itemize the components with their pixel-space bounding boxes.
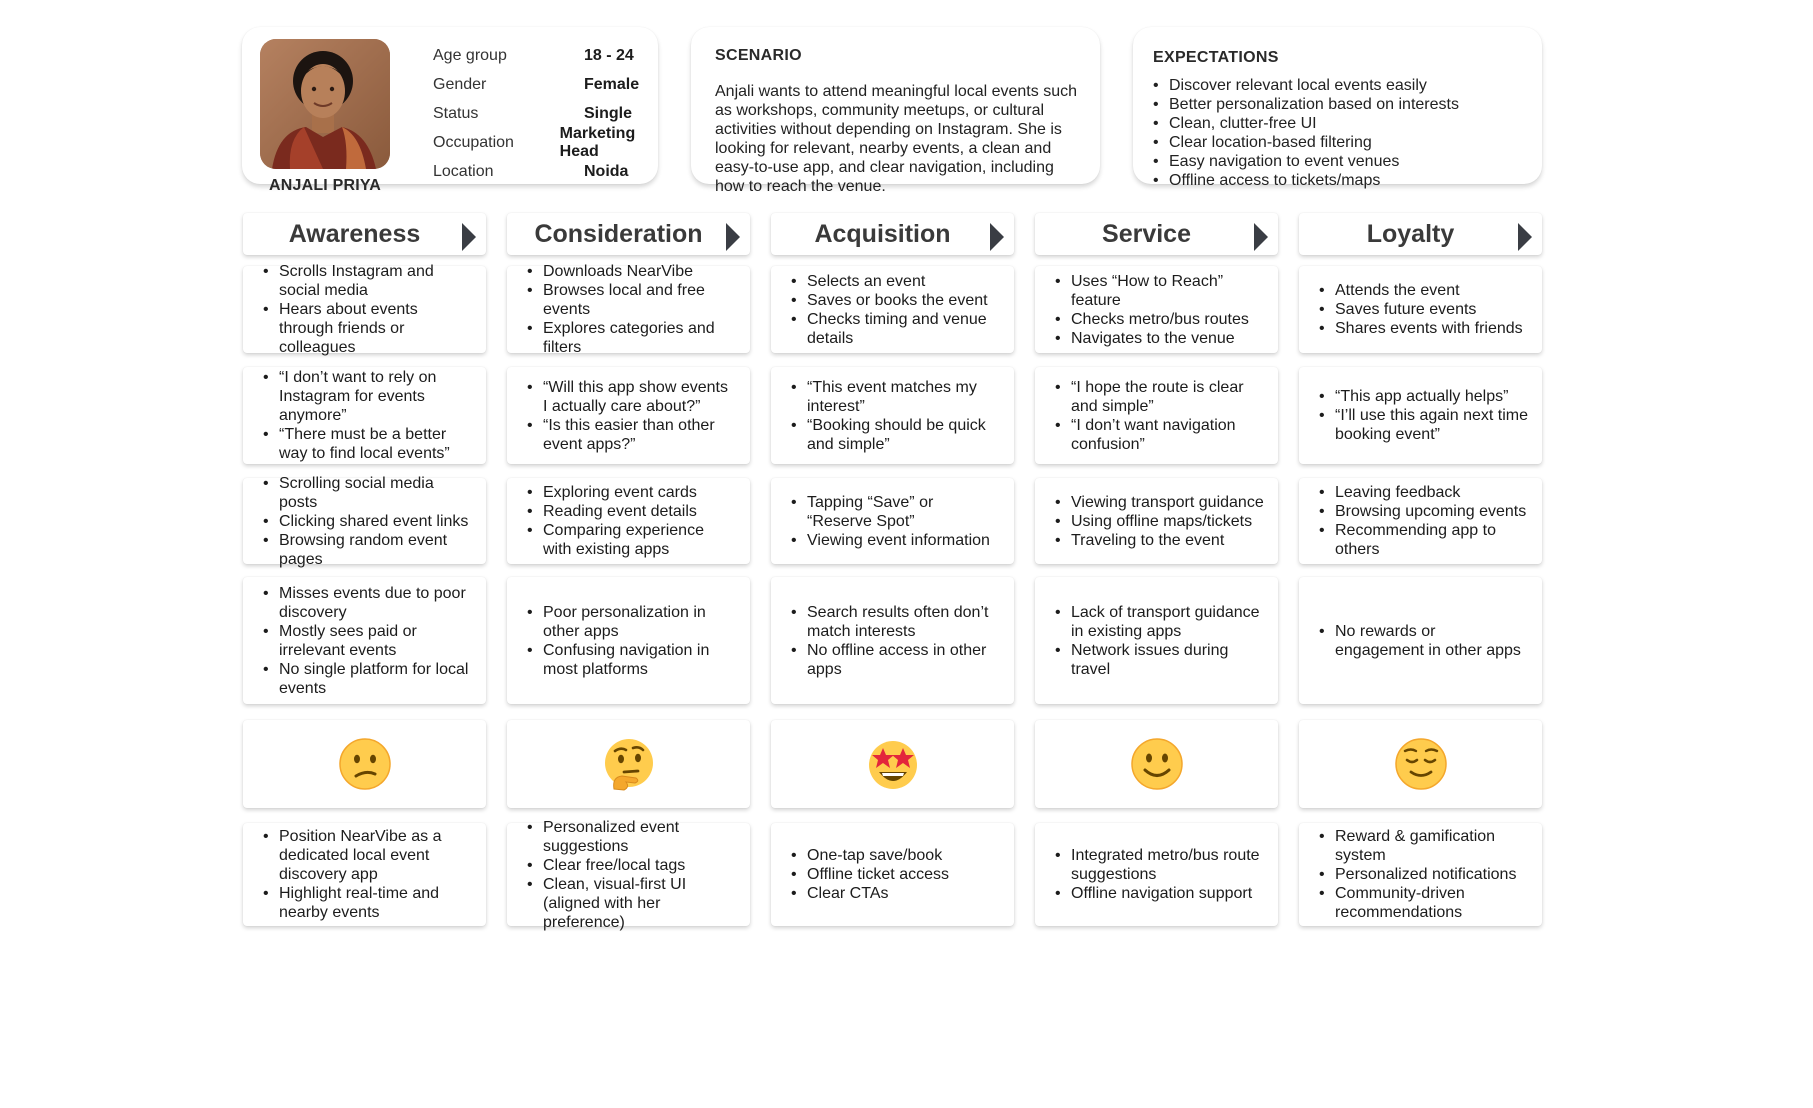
list-item: • Personalized event suggestions [527,818,736,856]
persona-field-gender: Gender Female [433,75,640,93]
expectation-item: • Easy navigation to event venues [1153,152,1459,171]
list-item: • Position NearVibe as a dedicated local event discovery app [263,827,472,884]
thoughts-cell-loyalty [1299,367,1542,464]
persona-photo-icon [260,39,390,169]
list-item: • Explores categories and filters [527,319,736,357]
opportunities-cell-awareness [243,823,486,926]
expectation-item: • Offline access to tickets/maps [1153,171,1459,190]
stage-title: Loyalty [1366,219,1455,248]
list-item: • Tapping “Save” or “Reserve Spot” [791,493,1000,531]
actions-list [791,272,1000,348]
actions-cell-awareness [243,263,486,356]
list-item: • Comparing experience with existing apps [527,521,736,559]
list-item: • “I don’t want navigation confusion” [1055,416,1264,454]
list-item: • Misses events due to poor discovery [263,584,472,622]
emotion-cell-service [1035,720,1278,808]
list-item: • Browsing upcoming events [1319,502,1528,521]
persona-field-age-group: Age group 18 - 24 [433,46,634,64]
pain-points-cell-service [1035,577,1278,704]
list-item: • Saves future events [1319,300,1528,319]
touchpoints-cell-service [1035,478,1278,564]
opportunities-list [1319,827,1528,922]
list-item: • Selects an event [791,272,1000,291]
list-item: • Highlight real-time and nearby events [263,884,472,922]
opportunities-list [263,827,472,922]
actions-list [263,262,472,357]
confused-face-icon [338,737,392,791]
list-item: • Integrated metro/bus route suggestions [1055,846,1264,884]
stage-header-consideration [507,213,750,255]
list-item: • No offline access in other apps [791,641,1000,679]
list-item: • Recommending app to others [1319,521,1528,559]
list-item: • Viewing event information [791,531,1000,550]
touchpoints-list [1055,493,1264,550]
pain-points-cell-awareness [243,577,486,704]
expectation-item: • Discover relevant local events easily [1153,76,1459,95]
list-item: • Reward & gamification system [1319,827,1528,865]
scenario-text: Anjali wants to attend meaningful local events such as workshops, community meetups, or cultural activities without depending on Instagram. She is looking for relevant, nearby events, a clean and easy-to-use app, and clear navigation, including how to reach the venue. [715,83,1077,195]
list-item: • Using offline maps/tickets [1055,512,1264,531]
emotion-cell-consideration [507,720,750,808]
stage-title: Awareness [288,219,421,248]
thoughts-cell-consideration [507,367,750,464]
list-item: • Lack of transport guidance in existing apps [1055,603,1264,641]
arrow-right-icon [1518,223,1532,251]
opportunities-cell-service [1035,823,1278,926]
touchpoints-list [791,493,1000,550]
list-item: • Mostly sees paid or irrelevant events [263,622,472,660]
list-item: • Leaving feedback [1319,483,1528,502]
stage-title: Consideration [534,219,703,248]
list-item: • “I hope the route is clear and simple” [1055,378,1264,416]
list-item: • Attends the event [1319,281,1528,300]
opportunities-list [527,818,736,932]
expectation-item: • Clear location-based filtering [1153,133,1459,152]
thoughts-cell-awareness [243,367,486,464]
touchpoints-cell-loyalty [1299,478,1542,564]
list-item: • Network issues during travel [1055,641,1264,679]
list-item: • “Is this easier than other event apps?” [527,416,736,454]
pain-points-list [791,603,1000,679]
list-item: • One-tap save/book [791,846,1000,865]
list-item: • Scrolling social media posts [263,474,472,512]
persona-name: ANJALI PRIYA [268,177,382,194]
actions-list [1319,281,1528,338]
thoughts-cell-service [1035,367,1278,464]
star-struck-face-icon [866,737,920,791]
list-item: • Checks metro/bus routes [1055,310,1264,329]
touchpoints-list [263,474,472,569]
emotion-cell-loyalty [1299,720,1542,808]
list-item: • “This app actually helps” [1319,387,1528,406]
persona-field-location: Location Noida [433,162,629,180]
opportunities-cell-consideration [507,818,750,931]
emotion-cell-acquisition [771,720,1014,808]
list-item: • Hears about events through friends or colleagues [263,300,472,357]
stage-header-loyalty [1299,213,1542,255]
actions-list [527,262,736,357]
list-item: • Personalized notifications [1319,865,1528,884]
actions-cell-loyalty [1299,266,1542,353]
list-item: • Exploring event cards [527,483,736,502]
stage-header-awareness [243,213,486,255]
list-item: • “Will this app show events I actually care about?” [527,378,736,416]
thoughts-list [527,378,736,454]
expectations-list [1153,76,1459,190]
list-item: • “I don’t want to rely on Instagram for events anymore” [263,368,472,425]
persona-fields [433,41,660,186]
stage-title: Acquisition [814,219,951,248]
list-item: • Scrolls Instagram and social media [263,262,472,300]
list-item: • No rewards or engagement in other apps [1319,622,1528,660]
touchpoints-cell-acquisition [771,478,1014,564]
opportunities-cell-loyalty [1299,823,1542,926]
pain-points-list [1319,622,1528,660]
list-item: • Poor personalization in other apps [527,603,736,641]
list-item: • Reading event details [527,502,736,521]
touchpoints-cell-awareness [243,474,486,568]
expectations-card [1133,27,1542,189]
touchpoints-list [527,483,736,559]
persona-field-occupation: Occupation Marketing Head [433,124,636,160]
pain-points-cell-consideration [507,577,750,704]
expectation-item: • Clean, clutter-free UI [1153,114,1459,133]
list-item: • Offline ticket access [791,865,1000,884]
arrow-right-icon [1254,223,1268,251]
pain-points-list [1055,603,1264,679]
list-item: • Offline navigation support [1055,884,1264,903]
list-item: • Clean, visual-first UI (aligned with her preference) [527,875,736,932]
actions-cell-acquisition [771,266,1014,353]
touchpoints-cell-consideration [507,478,750,564]
actions-cell-consideration [507,263,750,356]
list-item: • Clear free/local tags [527,856,736,875]
list-item: • “This event matches my interest” [791,378,1000,416]
thoughts-list [1055,378,1264,454]
pain-points-cell-acquisition [771,577,1014,704]
arrow-right-icon [990,223,1004,251]
thoughts-cell-acquisition [771,367,1014,464]
list-item: • Navigates to the venue [1055,329,1264,348]
actions-list [1055,272,1264,348]
pain-points-list [263,584,472,698]
thoughts-list [791,378,1000,454]
persona-field-status: Status Single [433,104,633,122]
scenario-card [691,27,1100,195]
list-item: • Clicking shared event links [263,512,472,531]
list-item: • Clear CTAs [791,884,1000,903]
thoughts-list [1319,387,1528,444]
list-item: • “I’ll use this again next time booking event” [1319,406,1528,444]
list-item: • Community-driven recommendations [1319,884,1528,922]
emotion-cell-awareness [243,720,486,808]
list-item: • “Booking should be quick and simple” [791,416,1000,454]
actions-cell-service [1035,266,1278,353]
pain-points-cell-loyalty [1299,577,1542,704]
list-item: • Downloads NearVibe [527,262,736,281]
stage-header-acquisition [771,213,1014,255]
list-item: • Browsing random event pages [263,531,472,569]
opportunities-list [1055,846,1264,903]
expectation-item: • Better personalization based on interests [1153,95,1459,114]
list-item: • Shares events with friends [1319,319,1528,338]
persona-avatar [260,39,390,169]
list-item: • “There must be a better way to find local events” [263,425,472,463]
stage-title: Service [1102,219,1191,248]
stage-header-service [1035,213,1278,255]
opportunities-cell-acquisition [771,823,1014,926]
list-item: • Uses “How to Reach” feature [1055,272,1264,310]
scenario-title: SCENARIO [715,47,802,64]
arrow-right-icon [726,223,740,251]
touchpoints-list [1319,483,1528,559]
thoughts-list [263,368,472,463]
arrow-right-icon [462,223,476,251]
thinking-face-icon [602,737,656,791]
expectations-title: EXPECTATIONS [1153,49,1279,66]
list-item: • Saves or books the event [791,291,1000,310]
smiling-face-icon [1130,737,1184,791]
persona-card [242,27,658,194]
list-item: • Search results often don’t match interests [791,603,1000,641]
list-item: • Viewing transport guidance [1055,493,1264,512]
list-item: • Checks timing and venue details [791,310,1000,348]
list-item: • Browses local and free events [527,281,736,319]
pain-points-list [527,603,736,679]
list-item: • Traveling to the event [1055,531,1264,550]
list-item: • Confusing navigation in most platforms [527,641,736,679]
opportunities-list [791,846,1000,903]
relieved-face-icon [1394,737,1448,791]
list-item: • No single platform for local events [263,660,472,698]
